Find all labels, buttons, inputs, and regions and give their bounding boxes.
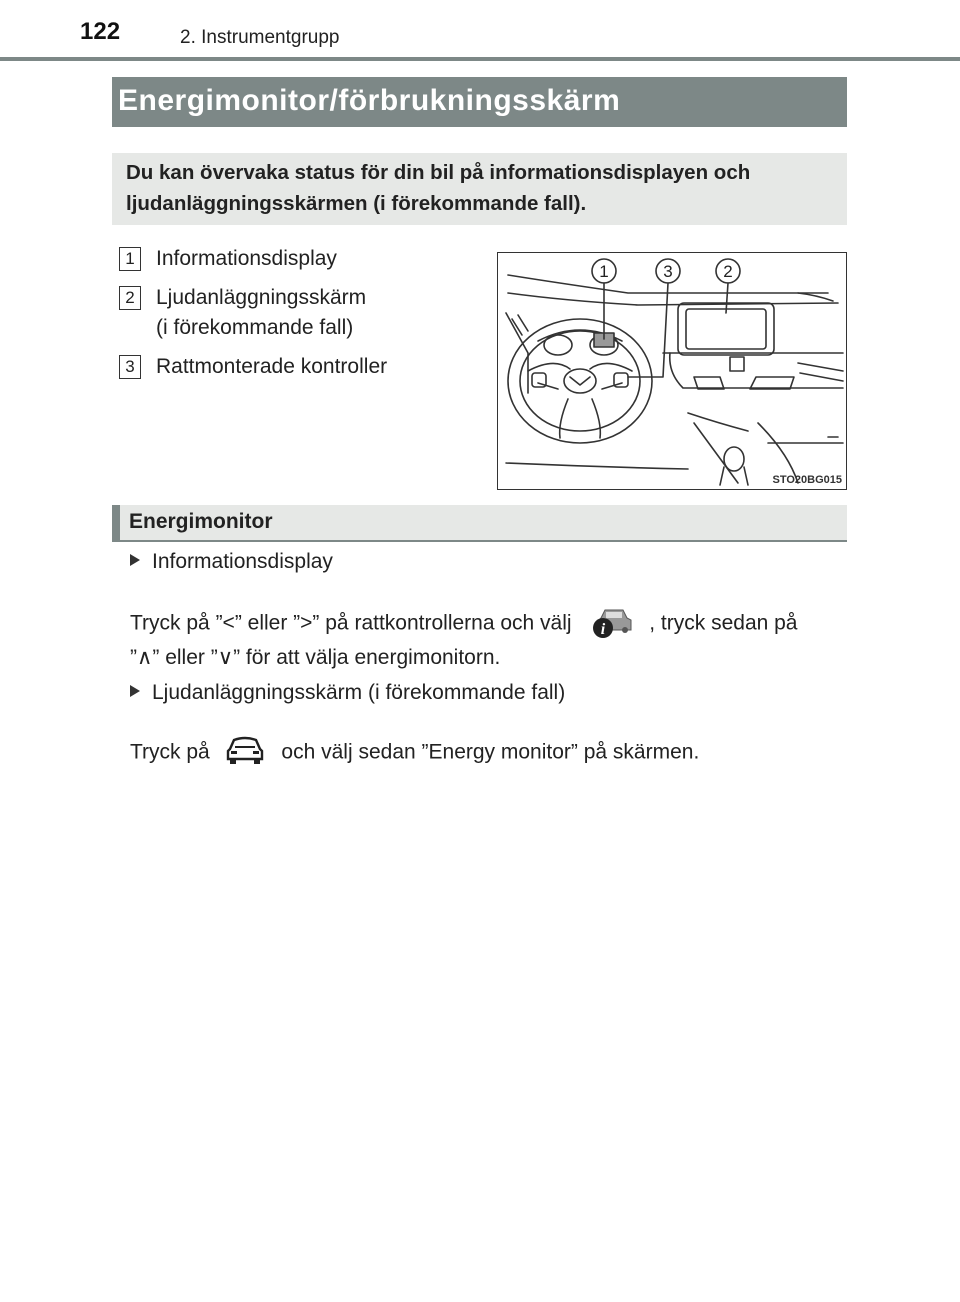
dashboard-illustration	[498, 253, 846, 489]
title-band	[112, 77, 847, 127]
section-title: Energimonitor	[129, 510, 273, 533]
header-rule	[0, 57, 960, 61]
page-title: Energimonitor/förbrukningsskärm	[118, 84, 621, 117]
component-label: Informationsdisplay	[156, 247, 337, 270]
callout-1: 1	[599, 262, 609, 281]
chapter-title: 2. Instrumentgrupp	[180, 27, 340, 48]
number-badge: 1	[119, 247, 141, 271]
component-label: Rattmonterade kontroller	[156, 355, 388, 378]
subheading-audio-screen	[130, 681, 565, 705]
figure-code: STO20BG015	[772, 474, 842, 486]
subheading-text: Informationsdisplay	[152, 550, 333, 573]
number-badge: 2	[119, 286, 141, 310]
dashboard-figure	[497, 252, 847, 490]
component-note: (i förekommande fall)	[156, 316, 354, 339]
section-header	[112, 505, 847, 542]
number-badge: 3	[119, 355, 141, 379]
triangle-bullet-icon	[130, 685, 140, 697]
instruction-text: Tryck på ”<” eller ”>” på rattkontrollerna och välj	[130, 611, 572, 635]
info-car-icon	[591, 604, 635, 644]
callout-2: 2	[723, 262, 733, 281]
page-number: 122	[80, 18, 121, 45]
triangle-bullet-icon	[130, 554, 140, 566]
intro-text: Du kan övervaka status för din bil på informationsdisplayen och ljudanläggningsskärmen (i förekommande fall).	[126, 161, 751, 215]
intro-box	[112, 153, 847, 225]
component-item	[119, 352, 479, 382]
instruction-line-3	[130, 735, 699, 771]
component-item	[119, 244, 479, 274]
instruction-line-1	[130, 604, 798, 644]
subheading-text: Ljudanläggningsskärm (i förekommande fall)	[152, 681, 566, 704]
component-item	[119, 283, 479, 343]
instruction-text: och välj sedan ”Energy monitor” på skärmen.	[281, 740, 700, 764]
subheading-information-display	[130, 550, 333, 574]
component-label: Ljudanläggningsskärm	[156, 286, 367, 309]
car-icon	[224, 735, 266, 771]
instruction-text: , tryck sedan på	[649, 611, 798, 635]
component-list	[119, 244, 479, 391]
instruction-text: Tryck på	[130, 740, 210, 764]
callout-3: 3	[663, 262, 673, 281]
svg-text:i: i	[601, 621, 606, 638]
instruction-line-2: ”∧” eller ”∨” för att välja energimonitorn.	[130, 646, 501, 669]
